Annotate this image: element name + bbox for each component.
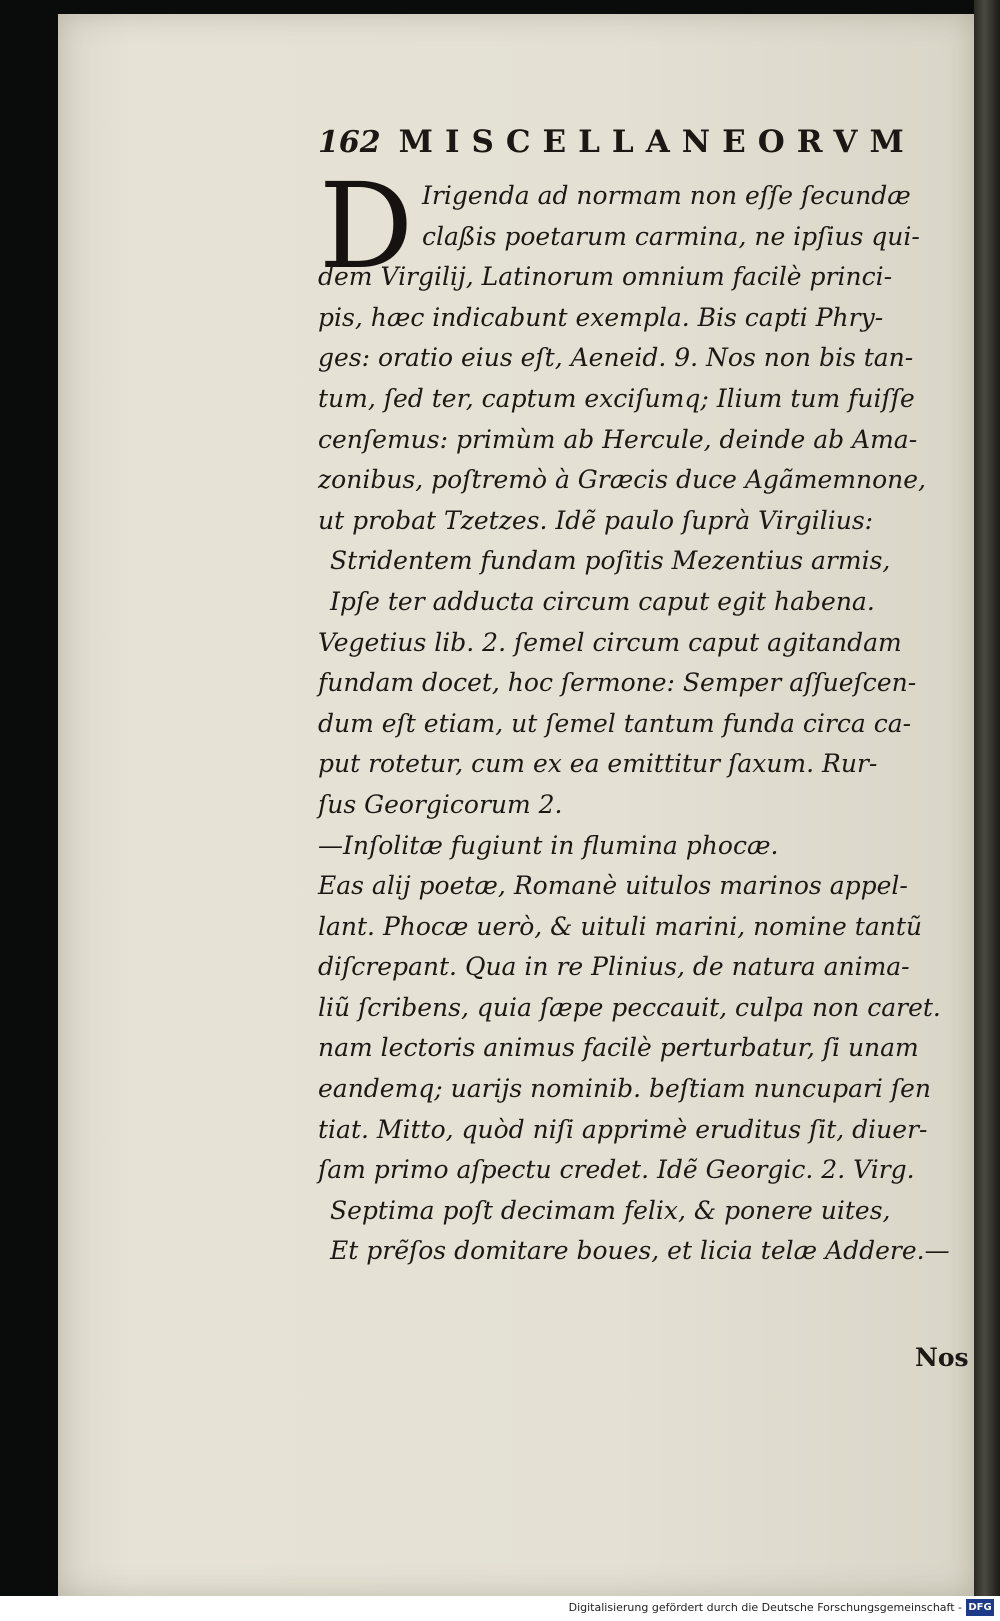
dfg-logo-icon: DFG (966, 1599, 994, 1616)
running-title: MISCELLANEORVM (398, 124, 916, 160)
text-line: claßis poetarum carmina, ne ipſius qui- (422, 221, 920, 251)
text-line: ſus Georgicorum 2. (318, 789, 563, 819)
text-line: Stridentem fundam poſitis Mezentius armis, (330, 546, 891, 576)
text-line: tum, ſed ter, captum exciſumq; Ilium tum fuiſſe (318, 383, 915, 413)
text-line: liũ ſcribens, quia ſæpe peccauit, culpa non caret. (318, 992, 941, 1022)
catchword: Nos (915, 1343, 969, 1372)
text-line: pis, hæc indicabunt exempla. Bis capti Phry- (318, 302, 884, 332)
text-line: diſcrepant. Qua in re Plinius, de natura anima- (318, 952, 910, 982)
text-line: zonibus, poſtremò à Græcis duce Agãmemnone, (318, 465, 927, 495)
footer-credit: Digitalisierung gefördert durch die Deutsche Forschungsgemeinschaft - (568, 1601, 962, 1614)
text-line: Septima poſt decimam felix, & ponere uites, (330, 1195, 891, 1225)
text-line: lant. Phocæ uerò, & uituli marini, nomine tantũ (318, 911, 922, 941)
text-line: Vegetius lib. 2. ſemel circum caput agitandam (318, 627, 902, 657)
folio-number: 162 (318, 125, 381, 160)
text-line: eandemq; uarijs nominib. beſtiam nuncupari ſen (318, 1074, 932, 1104)
text-line: ges: oratio eius eſt, Aeneid. 9. Nos non bis tan- (318, 343, 914, 373)
page-edge (974, 0, 1000, 1596)
text-line: cenſemus: primùm ab Hercule, deinde ab Ama- (318, 424, 918, 454)
text-line: dem Virgilij, Latinorum omnium facilè princi- (318, 262, 893, 292)
text-line: ſam primo aſpectu credet. Idẽ Georgic. 2. Virg. (318, 1155, 915, 1185)
drop-cap: D (318, 157, 414, 295)
text-line: put rotetur, cum ex ea emittitur ſaxum. Rur- (318, 749, 878, 779)
text-line: nam lectoris animus facilè perturbatur, ſi unam (318, 1033, 919, 1063)
text-line: —Inſolitæ fugiunt in flumina phocæ. (318, 830, 779, 860)
text-line: Irigenda ad normam non eſſe ſecundæ (422, 181, 911, 210)
text-line: ut probat Tzetzes. Idẽ paulo ſuprà Virgilius: (318, 505, 874, 535)
text-line: Et prẽſos domitare boues, et licia telæ Addere.— (330, 1236, 950, 1266)
text-line: tiat. Mitto, quòd niſi apprimè eruditus ſit, diuer- (318, 1114, 928, 1144)
footer-bar (0, 1596, 1000, 1621)
text-line: Eas alij poetæ, Romanè uitulos marinos appel- (318, 871, 908, 901)
body-text (318, 157, 950, 1272)
text-line: Ipſe ter adducta circum caput egit habena. (330, 586, 875, 616)
text-line: dum eſt etiam, ut ſemel tantum funda circa ca- (318, 708, 912, 738)
text-line: fundam docet, hoc ſermone: Semper aſſueſcen- (318, 668, 917, 698)
